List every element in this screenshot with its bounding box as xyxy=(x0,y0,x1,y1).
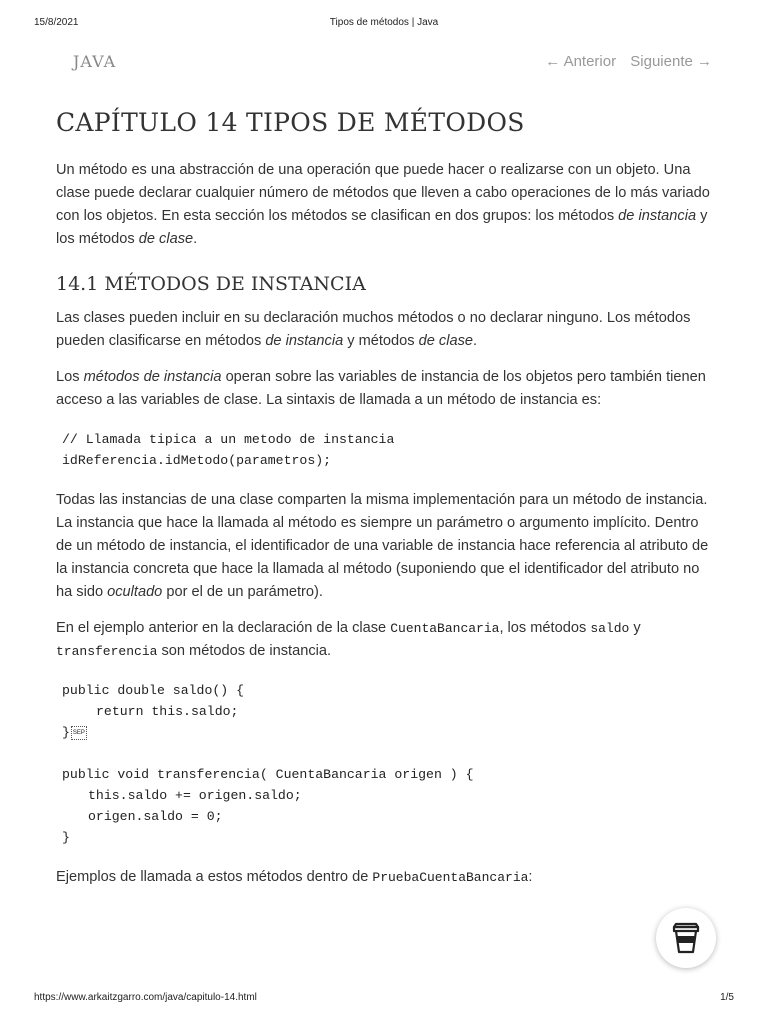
page-title: CAPÍTULO 14 TIPOS DE MÉTODOS xyxy=(56,108,525,137)
intro-paragraph: Un método es una abstracción de una operación que puede hacer o realizarse con un objeto. Una clase puede declarar cualquier número de métodos que lleven a cabo operaciones de lo más variado con los objetos. En esta sección los métodos se clasifican en dos grupos: los métodos de instancia y los métodos de clase. xyxy=(56,162,710,247)
article xyxy=(56,108,711,902)
buy-coffee-button[interactable] xyxy=(656,908,716,968)
next-link[interactable]: Siguiente → xyxy=(630,53,712,70)
code-line: return this.saldo; xyxy=(96,704,239,719)
paragraph-4: En el ejemplo anterior en la declaración de la clase CuentaBancaria, los métodos saldo y transferencia son métodos de instancia. xyxy=(56,620,641,659)
site-brand[interactable]: JAVA xyxy=(73,52,117,71)
prev-link[interactable]: ← Anterior xyxy=(545,53,617,70)
print-date: 15/8/2021 xyxy=(34,17,79,28)
code-line: public double saldo() { xyxy=(62,683,245,698)
code-line: origen.saldo = 0; xyxy=(88,809,223,824)
paragraph-1: Las clases pueden incluir en su declaración muchos métodos o no declarar ninguno. Los métodos pueden clasificarse en métodos de instancia y métodos de clase. xyxy=(56,310,691,349)
coffee-cup-icon xyxy=(671,921,701,955)
code-line: idReferencia.idMetodo(parametros); xyxy=(62,453,332,468)
paragraph-2: Los métodos de instancia operan sobre las variables de instancia de los objetos pero también tienen acceso a las variables de clase. La sintaxis de llamada a un método de instancia es: xyxy=(56,369,706,408)
code-line: // Llamada tipica a un metodo de instancia xyxy=(62,432,395,447)
paragraph-5: Ejemplos de llamada a estos métodos dentro de PruebaCuentaBancaria: xyxy=(56,869,533,885)
print-url: https://www.arkaitzgarro.com/java/capitulo-14.html xyxy=(34,992,257,1003)
sep-glyph: SEP xyxy=(71,726,87,740)
code-block-2 xyxy=(56,676,711,852)
code-line: } SEP xyxy=(62,725,85,740)
page-nav xyxy=(535,53,712,70)
section-title: 14.1 MÉTODOS DE INSTANCIA xyxy=(56,273,366,295)
print-title: Tipos de métodos | Java xyxy=(329,17,439,28)
code-line: this.saldo += origen.saldo; xyxy=(88,788,302,803)
code-line: } xyxy=(62,830,70,845)
page-number: 1/5 xyxy=(720,992,734,1003)
code-block-1 xyxy=(56,425,711,475)
paragraph-3: Todas las instancias de una clase comparten la misma implementación para un método de instancia. La instancia que hace la llamada al método es siempre un parámetro o argumento implícito. Dentro de un método de instancia, el identificador de una variable de instancia hace referencia al atributo de la instancia concreta que hace la llamada al método (suponiendo que el identificador del atributo no ha sido ocultado por el de un parámetro). xyxy=(56,492,709,600)
print-header xyxy=(0,17,768,31)
code-line-blank xyxy=(62,743,711,764)
code-line: public void transferencia( CuentaBancaria origen ) { xyxy=(62,767,474,782)
